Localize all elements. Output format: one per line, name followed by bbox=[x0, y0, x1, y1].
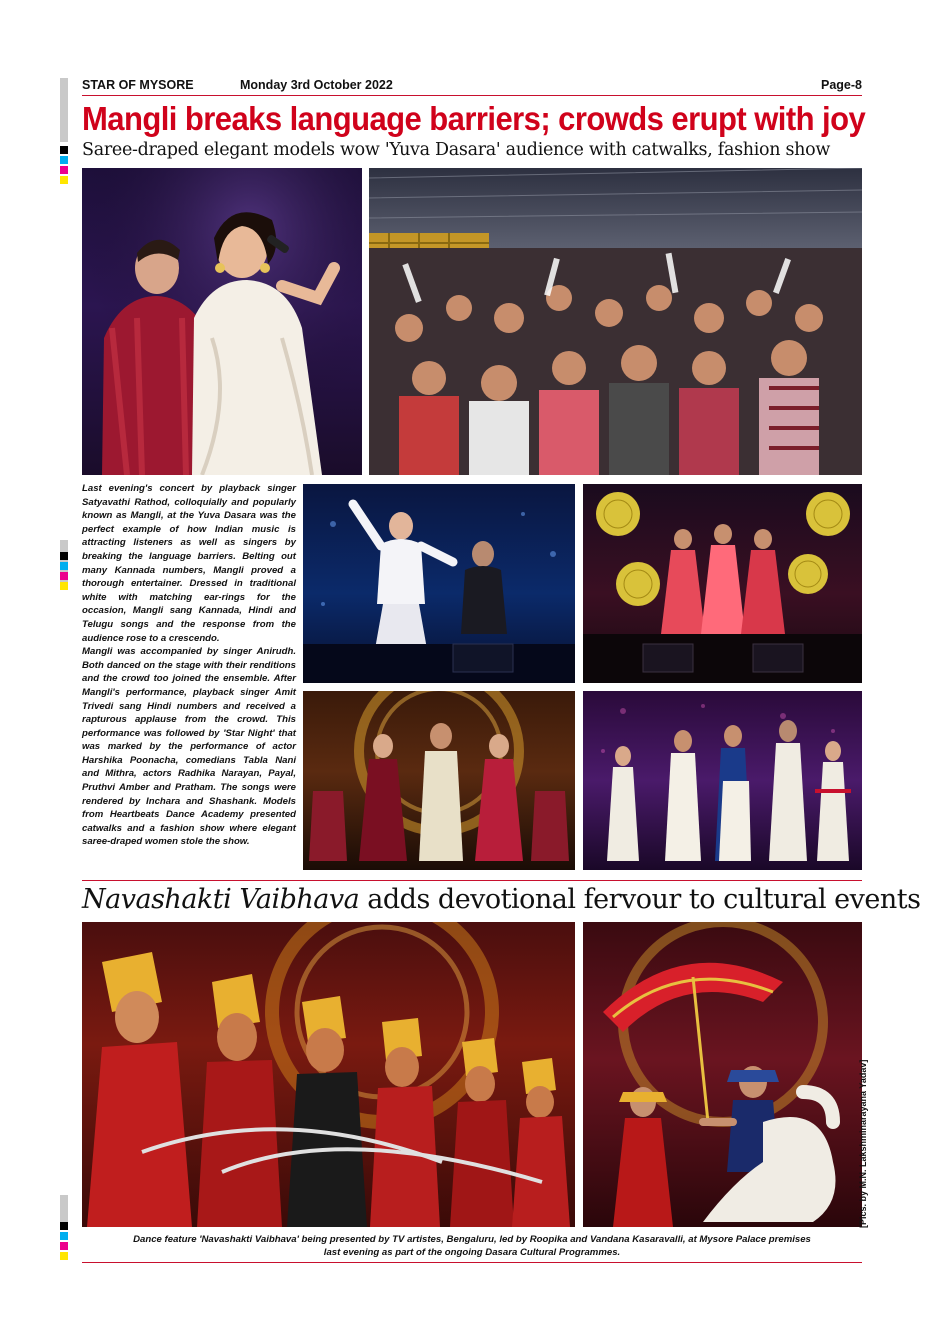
registration-mark-magenta bbox=[60, 572, 68, 580]
photo-royal-illustration bbox=[583, 922, 862, 1227]
registration-mark-yellow bbox=[60, 176, 68, 184]
story2-caption-line-1: Dance feature 'Navashakti Vaibhava' being presented by TV artistes, Bengaluru, led by Roopika and Vandana Kasaravalli, at Mysore Palace premises bbox=[133, 1234, 811, 1245]
story2-headline-rest: adds devotional fervour to cultural events bbox=[359, 884, 921, 915]
registration-mark-cyan bbox=[60, 156, 68, 164]
photo-navashakti-illustration bbox=[82, 922, 575, 1227]
photo-star-night-illustration bbox=[303, 691, 575, 870]
photo-fashion-illustration bbox=[583, 691, 862, 870]
registration-mark-black bbox=[60, 1222, 68, 1230]
registration-mark-black bbox=[60, 552, 68, 560]
paper-name: STAR OF MYSORE bbox=[82, 78, 194, 92]
story2-caption-line-2: last evening as part of the ongoing Dasara Cultural Programmes. bbox=[323, 1247, 621, 1258]
registration-mark-black bbox=[60, 146, 68, 154]
photo-crowd-illustration bbox=[369, 168, 862, 475]
masthead-rule bbox=[82, 95, 862, 96]
photo-performer-illustration bbox=[303, 484, 575, 683]
story1-subheadline: Saree-draped elegant models wow 'Yuva Dasara' audience with catwalks, fashion show bbox=[82, 140, 831, 160]
margin-strip-bottom bbox=[60, 1195, 68, 1225]
registration-mark-yellow bbox=[60, 582, 68, 590]
registration-mark-magenta bbox=[60, 166, 68, 174]
photo-dancers-fans bbox=[583, 484, 862, 683]
bottom-rule bbox=[82, 1262, 862, 1263]
section-rule bbox=[82, 880, 862, 881]
story2-caption bbox=[82, 1233, 862, 1259]
story2-headline-italic: Navashakti Vaibhava bbox=[82, 884, 360, 915]
story1-headline: Mangli breaks language barriers; crowds erupt with joy bbox=[82, 100, 866, 137]
registration-mark-magenta bbox=[60, 1242, 68, 1250]
registration-mark-yellow bbox=[60, 1252, 68, 1260]
photo-singer-illustration bbox=[82, 168, 362, 475]
photo-fashion-show bbox=[583, 691, 862, 870]
photo-singer-mangli bbox=[82, 168, 362, 475]
photo-credit: [Pics. by M.N. Lakshminarayana Yadav] bbox=[858, 1059, 868, 1228]
issue-date: Monday 3rd October 2022 bbox=[240, 78, 393, 92]
photo-star-night-group bbox=[303, 691, 575, 870]
photo-dancers-illustration bbox=[583, 484, 862, 683]
photo-royal-umbrella bbox=[583, 922, 862, 1227]
registration-mark-cyan bbox=[60, 562, 68, 570]
margin-strip-top bbox=[60, 78, 68, 142]
story1-paragraph-1: Last evening's concert by playback singer Satyavathi Rathod, colloquially and popularly known as Mangli, at the Yuva Dasara was the perfect example of how Indian music is attracting listeners as well as singers by breaking the language barriers. Belting out many Kannada numbers, Mangli proved a thorough entertainer. Dressed in traditional white with matching ear-rings for the occasion, Mangli sang Kannada, Hindi and Telugu songs and the response from the audience rose to a crescendo. bbox=[82, 483, 296, 644]
photo-navashakti-dancers bbox=[82, 922, 575, 1227]
page-number: Page-8 bbox=[821, 78, 862, 92]
story1-paragraph-2: Mangli was accompanied by singer Anirudh. Both danced on the stage with their renditions and the crowd too joined the ensemble. After Mangli's performance, playback singer Amit Trivedi sang Hindi numbers and received a rapturous applause from the crowd. This performance was followed by 'Star Night' that was marked by the performance of actor Harshika Poonacha, comedians Tabla Nani and Mithra, actors Radhika Narayan, Payal, Pruthvi Amber and Pratham. The songs were rendered by Inchara and Shashank. Models from Heartbeats Dance Academy presented catwalks and a fashion show where elegant saree-draped women stole the show. bbox=[82, 646, 296, 848]
registration-mark-cyan bbox=[60, 1232, 68, 1240]
story2-headline bbox=[82, 884, 921, 915]
photo-performer-white bbox=[303, 484, 575, 683]
photo-crowd-dancing bbox=[369, 168, 862, 475]
story1-body bbox=[82, 482, 296, 849]
masthead bbox=[82, 78, 862, 94]
